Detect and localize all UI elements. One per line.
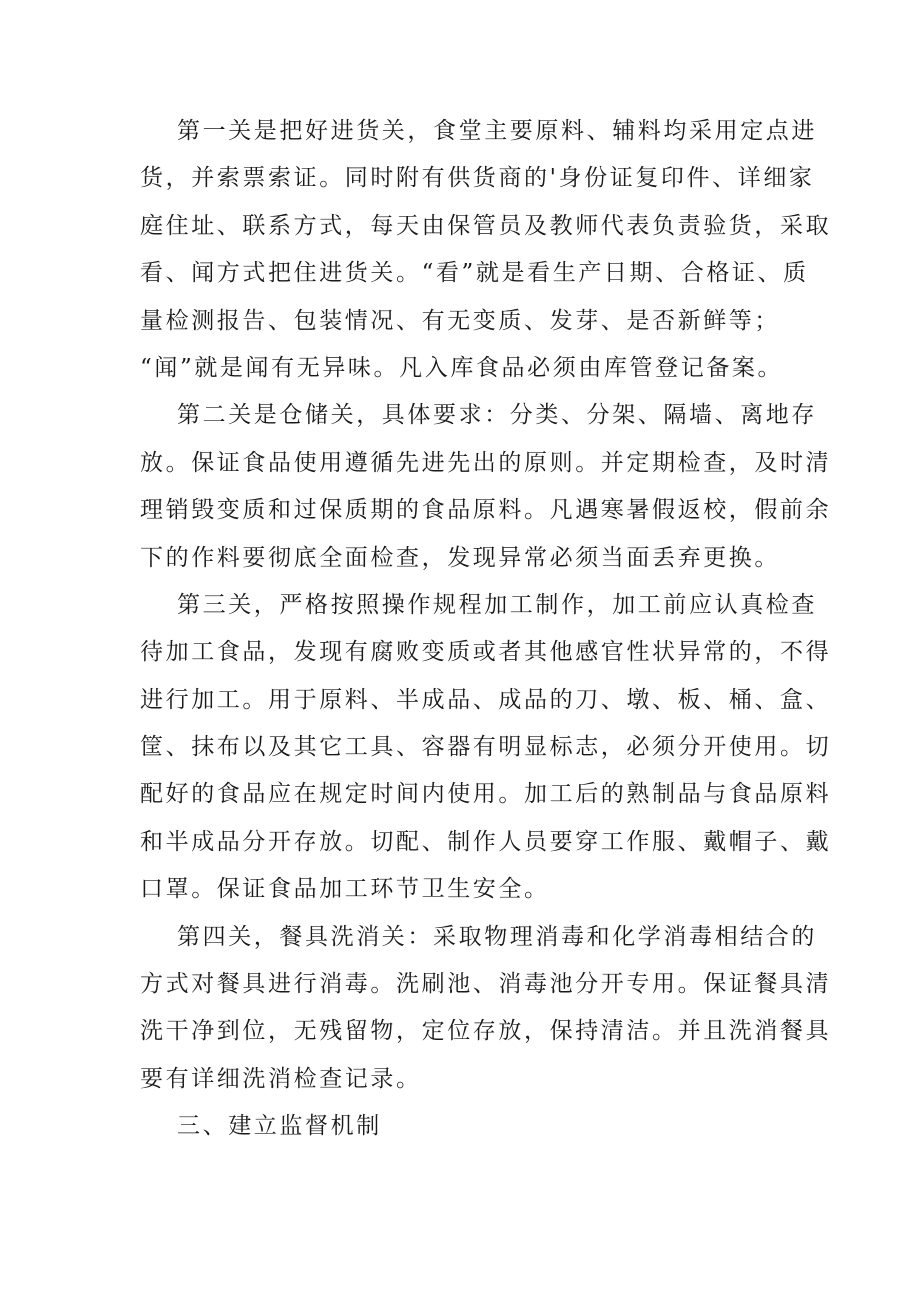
para-1-line-4: 看、闻方式把住进货关。“看”就是看生产日期、合格证、质 (140, 260, 809, 287)
para-4-line-1: 第四关，餐具洗消关：采取物理消毒和化学消毒相结合的 (177, 923, 817, 950)
section-heading: 三、建立监督机制 (177, 1113, 382, 1140)
para-3-line-7: 口罩。保证食品加工环节卫生安全。 (140, 876, 550, 903)
para-3-line-5: 配好的食品应在规定时间内使用。加工后的熟制品与食品原料 (140, 781, 832, 808)
para-3-line-4: 筐、抹布以及其它工具、容器有明显标志，必须分开使用。切 (140, 734, 832, 761)
para-2-line-1: 第二关是仓储关，具体要求：分类、分架、隔墙、离地存 (177, 402, 817, 429)
para-2-line-3: 理销毁变质和过保质期的食品原料。凡遇寒暑假返校，假前余 (140, 497, 832, 524)
para-2-line-4: 下的作料要彻底全面检查，发现异常必须当面丢弃更换。 (140, 544, 780, 571)
para-2-line-2: 放。保证食品使用遵循先进先出的原则。并定期检查，及时清 (140, 449, 832, 476)
para-3-line-2: 待加工食品，发现有腐败变质或者其他感官性状异常的，不得 (140, 639, 832, 666)
para-1-line-1: 第一关是把好进货关，食堂主要原料、辅料均采用定点进 (177, 118, 817, 144)
para-1-line-3: 庭住址、联系方式，每天由保管员及教师代表负责验货，采取 (140, 212, 832, 239)
para-1-line-6: “闻”就是闻有无异味。凡入库食品必须由库管登记备案。 (140, 354, 784, 381)
document-page (140, 108, 832, 1151)
para-4-line-3: 洗干净到位，无残留物，定位存放，保持清洁。并且洗消餐具 (140, 1018, 832, 1045)
para-4-line-2: 方式对餐具进行消毒。洗刷池、消毒池分开专用。保证餐具清 (140, 971, 832, 998)
para-4-line-4: 要有详细洗消检查记录。 (140, 1065, 422, 1092)
para-3-line-3: 进行加工。用于原料、半成品、成品的刀、墩、板、桶、盒、 (140, 686, 832, 713)
para-3-line-1: 第三关，严格按照操作规程加工制作，加工前应认真检查 (177, 591, 817, 618)
para-1-line-5: 量检测报告、包装情况、有无变质、发芽、是否新鲜等； (140, 307, 780, 334)
para-3-line-6: 和半成品分开存放。切配、制作人员要穿工作服、戴帽子、戴 (140, 828, 832, 855)
para-1-line-2: 货，并索票索证。同时附有供货商的'身份证复印件、详细家 (140, 165, 815, 192)
